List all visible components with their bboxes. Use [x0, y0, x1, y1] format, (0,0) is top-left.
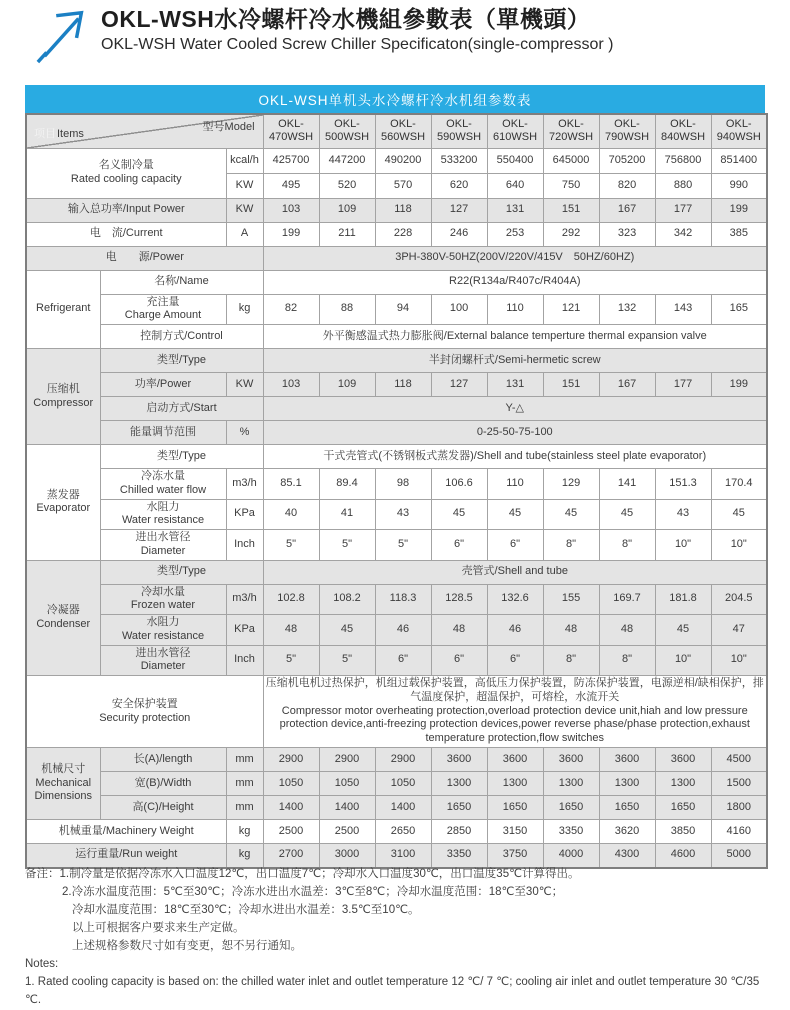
value-cell: 103	[263, 198, 319, 222]
value-cell: 82	[263, 294, 319, 325]
value-cell: 6"	[431, 645, 487, 676]
value-cell: 1300	[487, 772, 543, 796]
unit-cell: kg	[226, 844, 263, 868]
value-cell: 10"	[711, 530, 767, 561]
value-cell: 48	[543, 615, 599, 646]
value-cell: 1500	[711, 772, 767, 796]
value-cell: 342	[655, 222, 711, 246]
unit-cell: mm	[226, 748, 263, 772]
value-cell: 3350	[543, 820, 599, 844]
value-cell: 170.4	[711, 469, 767, 500]
row-value: 半封闭螺杆式/Semi-hermetic screw	[263, 349, 767, 373]
table-banner	[25, 85, 765, 113]
value-cell: 292	[543, 222, 599, 246]
unit-cell: m3/h	[226, 584, 263, 615]
value-cell: 143	[655, 294, 711, 325]
value-cell: 110	[487, 469, 543, 500]
value-cell: 490200	[375, 148, 431, 173]
value-cell: 199	[711, 198, 767, 222]
value-cell: 155	[543, 584, 599, 615]
unit-cell: %	[226, 421, 263, 445]
model-header: OKL- 790WSH	[599, 114, 655, 148]
row-label: 水阻力 Water resistance	[100, 499, 226, 530]
value-cell: 1650	[431, 796, 487, 820]
unit-cell: kg	[226, 820, 263, 844]
value-cell: 103	[263, 373, 319, 397]
value-cell: 1650	[487, 796, 543, 820]
value-cell: 5"	[263, 530, 319, 561]
group-label: 机械尺寸 Mechanical Dimensions	[26, 748, 100, 820]
value-cell: 106.6	[431, 469, 487, 500]
page-title: OKL-WSH水冷螺杆冷水機組參數表（單機頭）	[101, 6, 591, 32]
value-cell: 1400	[319, 796, 375, 820]
value-cell: 880	[655, 173, 711, 198]
value-cell: 246	[431, 222, 487, 246]
value-cell: 851400	[711, 148, 767, 173]
value-cell: 151.3	[655, 469, 711, 500]
model-header: OKL- 720WSH	[543, 114, 599, 148]
value-cell: 2900	[375, 748, 431, 772]
value-cell: 151	[543, 373, 599, 397]
value-cell: 5"	[263, 645, 319, 676]
value-cell: 8"	[543, 530, 599, 561]
value-cell: 3600	[543, 748, 599, 772]
value-cell: 169.7	[599, 584, 655, 615]
value-cell: 121	[543, 294, 599, 325]
value-cell: 1300	[431, 772, 487, 796]
row-label: 类型/Type	[100, 560, 263, 584]
value-cell: 820	[599, 173, 655, 198]
value-cell: 3600	[487, 748, 543, 772]
value-cell: 41	[319, 499, 375, 530]
value-cell: 3350	[431, 844, 487, 868]
value-cell: 204.5	[711, 584, 767, 615]
security-text-en: Compressor motor overheating protection,overload protection device unit,hiah and low pressure protection device,anti-freezing protection devices,power reverse phase/phase protection,exhaust temperature protection,flow switches	[279, 704, 750, 745]
value-cell: 131	[487, 373, 543, 397]
value-cell: 1650	[599, 796, 655, 820]
value-cell: 45	[487, 499, 543, 530]
unit-cell: KPa	[226, 499, 263, 530]
model-header: OKL- 500WSH	[319, 114, 375, 148]
value-cell: 131	[487, 198, 543, 222]
value-cell: 3600	[599, 748, 655, 772]
row-value: 外平衡感温式热力膨胀阀/External balance temperture thermal expansion valve	[263, 325, 767, 349]
value-cell: 109	[319, 198, 375, 222]
value-cell: 4500	[711, 748, 767, 772]
value-cell: 129	[543, 469, 599, 500]
unit-cell: KPa	[226, 615, 263, 646]
row-label: 水阻力 Water resistance	[100, 615, 226, 646]
value-cell: 3600	[431, 748, 487, 772]
value-cell: 108.2	[319, 584, 375, 615]
value-cell: 1050	[319, 772, 375, 796]
row-label: 长(A)/length	[100, 748, 226, 772]
value-cell: 533200	[431, 148, 487, 173]
unit-cell: m3/h	[226, 469, 263, 500]
group-label: Refrigerant	[26, 270, 100, 349]
value-cell: 10"	[711, 645, 767, 676]
value-cell: 6"	[487, 530, 543, 561]
value-cell: 98	[375, 469, 431, 500]
value-cell: 3750	[487, 844, 543, 868]
row-label: 功率/Power	[100, 373, 226, 397]
value-cell: 385	[711, 222, 767, 246]
value-cell: 199	[711, 373, 767, 397]
value-cell: 45	[543, 499, 599, 530]
row-value: 干式壳管式(不锈钢板式蒸发器)/Shell and tube(stainless steel plate evaporator)	[263, 445, 767, 469]
value-cell: 640	[487, 173, 543, 198]
value-cell: 750	[543, 173, 599, 198]
value-cell: 141	[599, 469, 655, 500]
value-cell: 151	[543, 198, 599, 222]
items-label: 项目Items	[34, 127, 84, 140]
value-cell: 3850	[655, 820, 711, 844]
value-cell: 177	[655, 373, 711, 397]
value-cell: 110	[487, 294, 543, 325]
value-cell: 705200	[599, 148, 655, 173]
value-cell: 45	[655, 615, 711, 646]
value-cell: 3000	[319, 844, 375, 868]
value-cell: 127	[431, 198, 487, 222]
value-cell: 100	[431, 294, 487, 325]
value-cell: 5"	[375, 530, 431, 561]
value-cell: 45	[711, 499, 767, 530]
value-cell: 43	[655, 499, 711, 530]
row-label: 运行重量/Run weight	[26, 844, 226, 868]
value-cell: 1800	[711, 796, 767, 820]
value-cell: 495	[263, 173, 319, 198]
value-cell: 45	[599, 499, 655, 530]
value-cell: 118	[375, 373, 431, 397]
value-cell: 6"	[431, 530, 487, 561]
value-cell: 85.1	[263, 469, 319, 500]
unit-cell: KW	[226, 373, 263, 397]
row-label: 类型/Type	[100, 349, 263, 373]
value-cell: 132	[599, 294, 655, 325]
note-line: 上述规格参数尺寸如有变更，恕不另行通知。	[72, 939, 302, 952]
value-cell: 8"	[599, 645, 655, 676]
value-cell: 1300	[543, 772, 599, 796]
title-block	[33, 6, 613, 64]
spec-table	[25, 113, 768, 869]
value-cell: 6"	[487, 645, 543, 676]
row-label: 启动方式/Start	[100, 397, 263, 421]
value-cell: 323	[599, 222, 655, 246]
value-cell: 253	[487, 222, 543, 246]
value-cell: 2500	[263, 820, 319, 844]
value-cell: 94	[375, 294, 431, 325]
value-cell: 8"	[543, 645, 599, 676]
unit-cell: Inch	[226, 530, 263, 561]
model-header: OKL- 560WSH	[375, 114, 431, 148]
security-text-zh: 压缩机电机过热保护，机组过载保护装置，高低压力保护装置，防冻保护装置，电源逆相/缺相保护，排气温度保护，超温保护，可熔栓，水流开关	[265, 677, 764, 703]
value-cell: 5"	[319, 530, 375, 561]
row-label: 能量调节范围	[100, 421, 226, 445]
value-cell: 167	[599, 373, 655, 397]
unit-cell: KW	[226, 173, 263, 198]
value-cell: 2850	[431, 820, 487, 844]
value-cell: 5"	[319, 645, 375, 676]
value-cell: 3150	[487, 820, 543, 844]
page-subtitle: OKL-WSH Water Cooled Screw Chiller Specificaton(single-compressor )	[101, 35, 614, 53]
value-cell: 118	[375, 198, 431, 222]
group-label: 冷凝器 Condenser	[26, 560, 100, 676]
unit-cell: KW	[226, 198, 263, 222]
model-label: 型号Model	[202, 121, 255, 133]
value-cell: 2900	[263, 748, 319, 772]
value-cell: 89.4	[319, 469, 375, 500]
row-label: 高(C)/Height	[100, 796, 226, 820]
value-cell: 550400	[487, 148, 543, 173]
arrow-logo-icon	[33, 6, 93, 64]
value-cell: 46	[375, 615, 431, 646]
row-label: 宽(B)/Width	[100, 772, 226, 796]
unit-cell: A	[226, 222, 263, 246]
value-cell: 8"	[599, 530, 655, 561]
value-cell: 2500	[319, 820, 375, 844]
value-cell: 2700	[263, 844, 319, 868]
row-value: R22(R134a/R407c/R404A)	[263, 270, 767, 294]
row-value: 壳管式/Shell and tube	[263, 560, 767, 584]
value-cell: 48	[599, 615, 655, 646]
value-cell: 756800	[655, 148, 711, 173]
value-cell: 4000	[543, 844, 599, 868]
value-cell: 109	[319, 373, 375, 397]
value-cell: 1400	[375, 796, 431, 820]
note-line: 1. Rated cooling capacity is based on: the chilled water inlet and outlet temperature 12 ℃/ 7 ℃; cooling air inlet and outlet temperature 30 ℃/35 ℃.	[25, 975, 760, 1006]
value-cell: 48	[431, 615, 487, 646]
value-cell: 46	[487, 615, 543, 646]
row-label: 冷冻水量 Chilled water flow	[100, 469, 226, 500]
row-label: 冷却水量 Frozen water	[100, 584, 226, 615]
value-cell: 3100	[375, 844, 431, 868]
value-cell: 47	[711, 615, 767, 646]
value-cell: 167	[599, 198, 655, 222]
row-label: 进出水管径 Diameter	[100, 645, 226, 676]
row-label: 类型/Type	[100, 445, 263, 469]
row-value: Y-△	[263, 397, 767, 421]
value-cell: 45	[319, 615, 375, 646]
value-cell: 228	[375, 222, 431, 246]
value-cell: 990	[711, 173, 767, 198]
value-cell: 6"	[375, 645, 431, 676]
value-cell: 132.6	[487, 584, 543, 615]
row-value: 0-25-50-75-100	[263, 421, 767, 445]
value-cell: 1400	[263, 796, 319, 820]
model-header: OKL- 470WSH	[263, 114, 319, 148]
value-cell: 127	[431, 373, 487, 397]
value-cell: 620	[431, 173, 487, 198]
corner-header-cell	[26, 114, 263, 148]
value-cell: 5000	[711, 844, 767, 868]
model-header: OKL- 940WSH	[711, 114, 767, 148]
row-label: 安全保护装置 Security protection	[26, 676, 263, 748]
value-cell: 4600	[655, 844, 711, 868]
row-label: 充注量 Charge Amount	[100, 294, 226, 325]
model-header: OKL- 590WSH	[431, 114, 487, 148]
value-cell: 1650	[655, 796, 711, 820]
table-banner-text: OKL-WSH单机头水冷螺杆冷水机组参数表	[258, 93, 532, 108]
value-cell: 118.3	[375, 584, 431, 615]
row-label: 输入总功率/Input Power	[26, 198, 226, 222]
value-cell: 1050	[263, 772, 319, 796]
unit-cell: kg	[226, 294, 263, 325]
value-cell: 10"	[655, 645, 711, 676]
value-cell: 3600	[655, 748, 711, 772]
value-cell: 43	[375, 499, 431, 530]
value-cell: 2650	[375, 820, 431, 844]
note-line: Notes:	[25, 957, 59, 970]
value-cell: 1050	[375, 772, 431, 796]
value-cell: 447200	[319, 148, 375, 173]
row-label: 机械重量/Machinery Weight	[26, 820, 226, 844]
unit-cell: mm	[226, 772, 263, 796]
note-line: 冷却水温度范围：18℃至30℃；冷却水进出水温差：3.5℃至10℃。	[72, 903, 420, 916]
value-cell: 1300	[599, 772, 655, 796]
value-cell: 1650	[543, 796, 599, 820]
value-cell: 4160	[711, 820, 767, 844]
value-cell: 1300	[655, 772, 711, 796]
note-line: 备注：1.制冷量是依据冷冻水入口温度12℃，出口温度7℃；冷却水入口温度30℃，出口温度35℃计算得出。	[25, 868, 580, 880]
unit-cell: mm	[226, 796, 263, 820]
note-line: 2.冷冻水温度范围：5℃至30℃；冷冻水进出水温差：3℃至8℃；冷却水温度范围：18℃至30℃；	[62, 885, 564, 898]
value-cell: 177	[655, 198, 711, 222]
value-cell: 4300	[599, 844, 655, 868]
value-cell: 645000	[543, 148, 599, 173]
row-label: 名称/Name	[100, 270, 263, 294]
value-cell: 181.8	[655, 584, 711, 615]
value-cell: 199	[263, 222, 319, 246]
value-cell: 48	[263, 615, 319, 646]
value-cell: 2900	[319, 748, 375, 772]
value-cell: 520	[319, 173, 375, 198]
unit-cell: Inch	[226, 645, 263, 676]
value-cell: 10"	[655, 530, 711, 561]
row-value: 3PH-380V-50HZ(200V/220V/415V 50HZ/60HZ)	[263, 246, 767, 270]
group-label: 压缩机 Compressor	[26, 349, 100, 445]
value-cell: 165	[711, 294, 767, 325]
value-cell: 128.5	[431, 584, 487, 615]
unit-cell: kcal/h	[226, 148, 263, 173]
value-cell: 102.8	[263, 584, 319, 615]
model-header: OKL- 840WSH	[655, 114, 711, 148]
note-line: 以上可根据客户要求来生产定做。	[72, 921, 245, 934]
row-label: 名义制冷量 Rated cooling capacity	[26, 148, 226, 198]
row-label: 电 源/Power	[26, 246, 263, 270]
row-label: 控制方式/Control	[100, 325, 263, 349]
value-cell: 570	[375, 173, 431, 198]
value-cell: 40	[263, 499, 319, 530]
value-cell: 211	[319, 222, 375, 246]
value-cell: 88	[319, 294, 375, 325]
value-cell: 425700	[263, 148, 319, 173]
value-cell: 45	[431, 499, 487, 530]
value-cell: 3620	[599, 820, 655, 844]
row-label: 电 流/Current	[26, 222, 226, 246]
row-label: 进出水管径 Diameter	[100, 530, 226, 561]
group-label: 蒸发器 Evaporator	[26, 445, 100, 561]
row-value	[263, 676, 767, 748]
model-header: OKL- 610WSH	[487, 114, 543, 148]
notes-block	[25, 866, 775, 1010]
